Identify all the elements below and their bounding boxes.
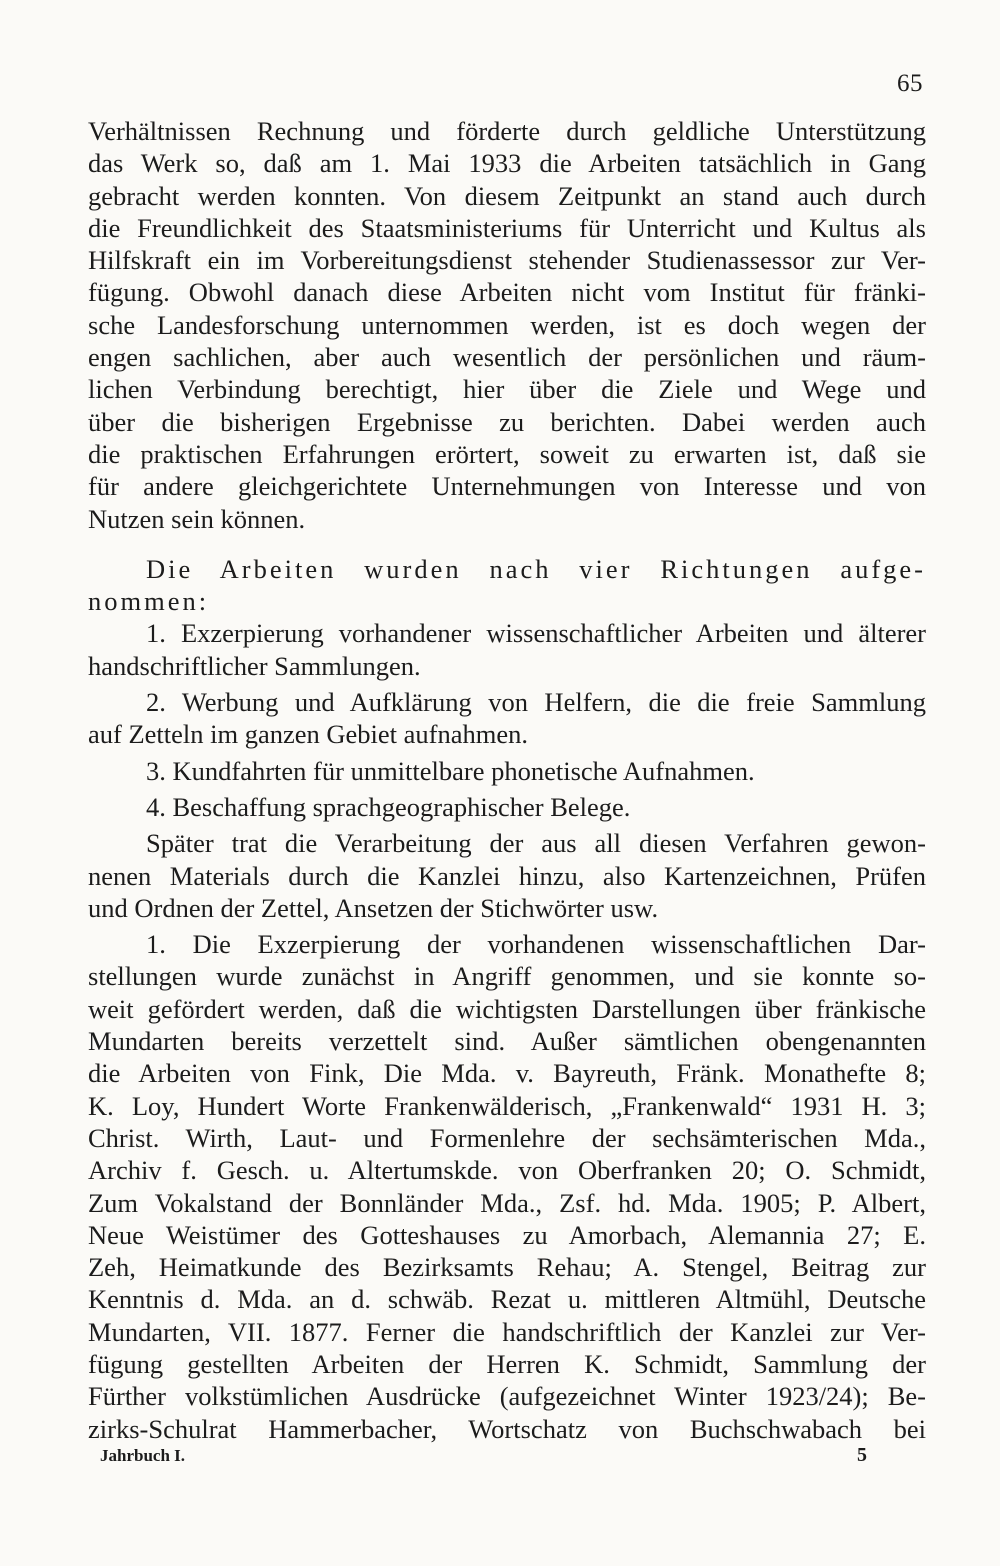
text-line: weit gefördert werden, daß die wichtigsten Darstellungen über fränkische [88, 993, 926, 1024]
text-line: Mundarten, VII. 1877. Ferner die handschriftlich der Kanzlei zur Ver- [88, 1316, 926, 1347]
text-line: Kenntnis d. Mda. an d. schwäb. Rezat u. mittleren Altmühl, Deutsche [88, 1284, 926, 1315]
text-line: 1. Exzerpierung vorhandener wissenschaftlicher Arbeiten und älterer [146, 618, 926, 649]
text-line: nommen: [88, 586, 210, 617]
list-item-2 [88, 686, 926, 751]
text-line: zirks-Schulrat Hammerbacher, Wortschatz von Buchschwabach bei [88, 1413, 926, 1444]
text-line: Verhältnissen Rechnung und förderte durch geldliche Unterstützung [88, 116, 926, 146]
text-line: Neue Weistümer des Gotteshauses zu Amorbach, Alemannia 27; E. [88, 1219, 926, 1250]
text-line: für andere gleichgerichtete Unternehmungen von Interesse und von [88, 471, 926, 502]
text-line: Archiv f. Gesch. u. Altertumskde. von Oberfranken 20; O. Schmidt, [88, 1155, 926, 1186]
text-line: 4. Beschaffung sprachgeographischer Belege. [146, 791, 631, 822]
text-line: stellungen wurde zunächst in Angriff genommen, und sie konnte so- [88, 961, 926, 992]
text-line: das Werk so, daß am 1. Mai 1933 die Arbeiten tatsächlich in Gang [88, 148, 926, 179]
footer-signature: Jahrbuch I. [100, 1446, 186, 1465]
text-line: fügung. Obwohl danach diese Arbeiten nicht vom Institut für fränki- [88, 277, 926, 308]
text-line: lichen Verbindung berechtigt, hier über die Ziele und Wege und [88, 374, 926, 405]
text-line: Christ. Wirth, Laut- und Formenlehre der sechsämterischen Mda., [88, 1122, 926, 1153]
text-line: auf Zetteln im ganzen Gebiet aufnahmen. [88, 719, 529, 750]
text-line: über die bisherigen Ergebnisse zu berichten. Dabei werden auch [88, 406, 926, 437]
text-line: K. Loy, Hundert Worte Frankenwälderisch, „Frankenwald“ 1931 H. 3; [88, 1090, 926, 1121]
list-item-1 [88, 617, 926, 682]
text-line: fügung gestellten Arbeiten der Herren K. Schmidt, Sammlung der [88, 1348, 926, 1379]
text-line: engen sachlichen, aber auch wesentlich der persönlichen und räum- [88, 342, 926, 373]
text-line: die praktischen Erfahrungen erörtert, soweit zu erwarten ist, daß sie [88, 438, 926, 469]
text-line: Hilfskraft ein im Vorbereitungsdienst stehender Studienassessor zur Ver- [88, 245, 926, 276]
paragraph-intro [88, 115, 926, 535]
paragraph-processing [88, 827, 926, 924]
text-line: die Arbeiten von Fink, Die Mda. v. Bayreuth, Fränk. Monathefte 8; [88, 1058, 926, 1089]
text-line: Später trat die Verarbeitung der aus all diesen Verfahren gewon- [146, 828, 926, 859]
text-line: sche Landesforschung unternommen werden, ist es doch wegen der [88, 309, 926, 340]
text-line: Zeh, Heimatkunde des Bezirksamts Rehau; A. Stengel, Beitrag zur [88, 1252, 926, 1283]
text-line: Nutzen sein können. [88, 503, 306, 534]
text-line: und Ordnen der Zettel, Ansetzen der Stichwörter usw. [88, 892, 659, 923]
text-line: Die Arbeiten wurden nach vier Richtungen aufge- [146, 553, 926, 584]
page-number: 65 [897, 70, 923, 97]
text-line: 1. Die Exzerpierung der vorhandenen wissenschaftlichen Dar- [146, 929, 926, 960]
text-line: Mundarten bereits verzettelt sind. Außer sämtlichen obengenannten [88, 1026, 926, 1057]
footer-sheet-number: 5 [857, 1444, 867, 1466]
text-line: 3. Kundfahrten für unmittelbare phonetische Aufnahmen. [146, 755, 755, 786]
list-item-4 [88, 791, 926, 823]
text-line: die Freundlichkeit des Staatsministeriums für Unterricht und Kultus als [88, 212, 926, 243]
text-line: Fürther volkstümlichen Ausdrücke (aufgezeichnet Winter 1923/24); Be- [88, 1381, 926, 1412]
text-line: nenen Materials durch die Kanzlei hinzu, also Kartenzeichnen, Prüfen [88, 860, 926, 891]
list-item-3 [88, 755, 926, 787]
body-text [88, 115, 926, 1445]
text-line: handschriftlicher Sammlungen. [88, 650, 421, 681]
text-line: gebracht werden konnten. Von diesem Zeitpunkt an stand auch durch [88, 180, 926, 211]
paragraph-directions [88, 553, 926, 618]
text-line: Zum Vokalstand der Bonnländer Mda., Zsf. hd. Mda. 1905; P. Albert, [88, 1187, 926, 1218]
paragraph-excerption [88, 928, 926, 1445]
text-line: 2. Werbung und Aufklärung von Helfern, die die freie Sammlung [146, 687, 926, 718]
